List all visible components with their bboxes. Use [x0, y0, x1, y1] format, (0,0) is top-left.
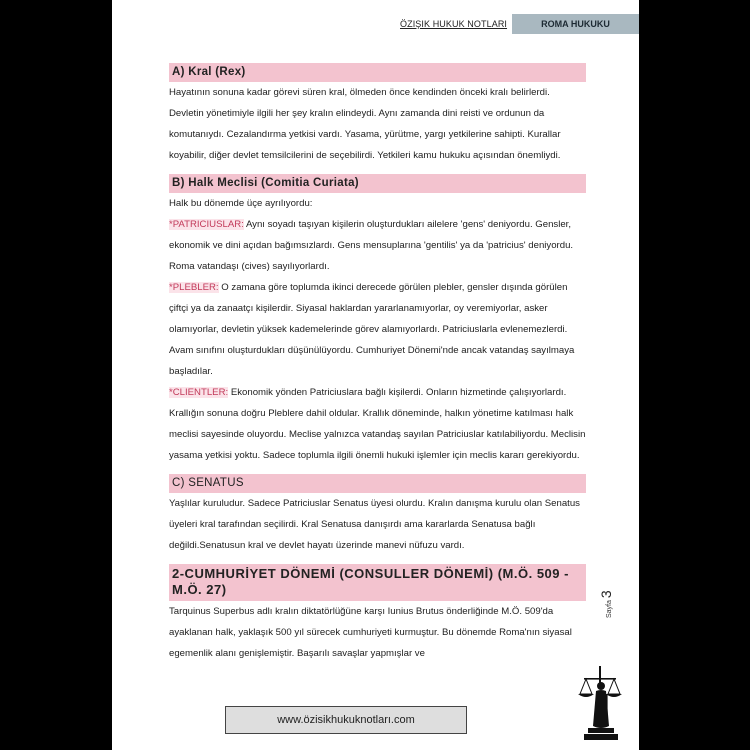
paragraph-clientler — [169, 382, 586, 466]
text-patricius: Aynı soyadı taşıyan kişilerin oluşturdukları ailelere 'gens' deniyordu. Gensler, ekonomik ve dini açıdan bağımsızlardı. Gens mensuplarına 'gentilis' ya da 'patricius' deniyordu. Roma vatandaşı (cives) sayılıyorlardı. — [169, 219, 574, 272]
document-page — [112, 0, 639, 750]
text-clientler: Ekonomik yönden Patriciuslara bağlı kişilerdi. Onların hizmetinde çalışıyorlardı. Krallığın sonuna doğru Pleblere dahil oldular. Krallık döneminde, halkın yönetime katılması halk meclisi sayesinde oluyordu. Meclise yalnızca vatandaş sayılan Patriciuslar katılabiliyordu. Meclisin yasama yetkisi yoktu. Sadece toplumla ilgili önemli hukuki işlemler için meclis kararı gerekiyordu. — [169, 387, 586, 461]
page-label: Sayfa — [606, 600, 613, 618]
term-clientler: *CLIENTLER: — [169, 387, 229, 398]
header-section-label: ROMA HUKUKU — [512, 14, 639, 34]
lady-justice-icon — [572, 664, 630, 744]
paragraph-kral: Hayatının sonuna kadar görevi süren kral, ölmeden önce kendinden önceki kralı belirlerdi. Devletin yönetimiyle ilgili her şey kralın elindeydi. Aynı zamanda dini reisti ve ordunun da komutanıydı. Cezalandırma yetkisi vardı. Yasama, yürütme, yargı yetkilerine sahipti. Kurallar koyabilir, diğer devlet temsilcilerini de seçebilirdi. Yetkileri kamu hukuku açısından önemliydi. — [169, 87, 561, 161]
paragraph-cumhuriyet: Tarquinus Superbus adlı kralın diktatörlüğüne karşı Iunius Brutus önderliğinde M.Ö. 509'da ayaklanan halk, yaklaşık 500 yıl sürecek cumhuriyeti kurmuştur. Bu dönemde Roma'nın siyasal egemenlik alanı genişlemiştir. Başarılı savaşlar yapmışlar ve — [169, 606, 572, 659]
section-heading-halk-meclisi: B) Halk Meclisi (Comitia Curiata) — [169, 174, 586, 193]
section-heading-senatus: C) SENATUS — [169, 474, 586, 493]
section-heading-cumhuriyet: 2-CUMHURİYET DÖNEMİ (CONSULLER DÖNEMİ) (M.Ö. 509 - M.Ö. 27) — [169, 564, 586, 601]
paragraph-senatus: Yaşlılar kuruludur. Sadece Patriciuslar Senatus üyesi olurdu. Kralın danışma kurulu olan Senatus üyeleri kral tarafından seçilirdi. Kral Senatusa danışırdı ama kararlarda Senatusa bağlı değildi.Senatusun kral ve devlet hayatı üzerinde manevi nüfuzu vardı. — [169, 498, 580, 551]
term-plebler: *PLEBLER: — [169, 282, 219, 293]
header-site-name: ÖZIŞIK HUKUK NOTLARI — [400, 19, 508, 29]
paragraph-plebler — [169, 277, 586, 382]
website-link[interactable]: www.özisikhukuknotları.com — [225, 706, 467, 734]
text-plebler: O zamana göre toplumda ikinci derecede görülen plebler, gensler dışında görülen çiftçi ya da zanaatçı kişilerdir. Siyasal haklardan yararlanamıyorlar, oy veremiyorlar, asker olamıyorlar, devletin yüksek kademelerinde görev alamıyorlardı. Patriciuslarla evlenemezlerdi. Avam sınıfını oluşturdukları düşünülüyordu. Cumhuriyet Dönemi'nde ancak vatandaş sayılmaya başladılar. — [169, 282, 575, 377]
page-number: 3 — [598, 590, 614, 599]
section-heading-kral: A) Kral (Rex) — [169, 63, 586, 82]
term-patricius: *PATRICIUSLAR: — [169, 219, 244, 230]
page-content — [169, 63, 586, 664]
paragraph-patricius — [169, 214, 586, 277]
paragraph-halk-intro: Halk bu dönemde üçe ayrılıyordu: — [169, 198, 313, 209]
page-number-label — [598, 578, 614, 618]
